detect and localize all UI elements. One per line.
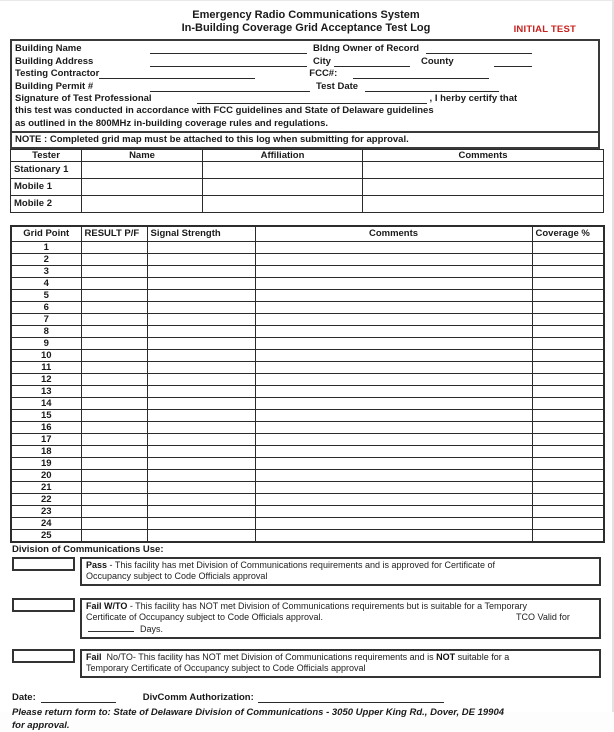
input-cell[interactable] [81, 493, 147, 505]
row-label-cell: 10 [11, 349, 81, 361]
row-label-cell: Stationary 1 [11, 161, 82, 178]
input-cell[interactable] [81, 337, 147, 349]
fcc-field[interactable] [353, 69, 489, 79]
input-cell[interactable] [147, 433, 255, 445]
fail-text-line2: Temporary Certificate of Occupancy subject to Code Officials approval [86, 662, 366, 673]
fail-text-part1: No/TO- This facility has NOT met Division of Communications requirements and is [106, 651, 434, 662]
input-cell[interactable] [255, 373, 532, 385]
row-label-cell: 9 [11, 337, 81, 349]
fail-wto-text-line2: Certificate of Occupancy subject to Code Officials approval. [86, 611, 323, 622]
input-cell[interactable] [147, 517, 255, 529]
row-label-cell: Mobile 1 [11, 178, 82, 195]
input-cell[interactable] [81, 481, 147, 493]
table-row [11, 397, 604, 409]
input-cell[interactable] [532, 529, 604, 542]
input-cell[interactable] [147, 385, 255, 397]
input-cell[interactable] [203, 178, 363, 195]
building-address-label: Building Address [15, 55, 94, 67]
tester-table [10, 149, 604, 213]
input-cell[interactable] [147, 253, 255, 265]
row-label-cell: 4 [11, 277, 81, 289]
input-cell[interactable] [81, 289, 147, 301]
input-cell[interactable] [255, 409, 532, 421]
input-cell[interactable] [255, 469, 532, 481]
fail-wto-checkbox[interactable] [12, 598, 75, 612]
input-cell[interactable] [255, 505, 532, 517]
return-instructions [12, 706, 612, 732]
input-cell[interactable] [82, 178, 203, 195]
input-cell[interactable] [255, 277, 532, 289]
input-cell[interactable] [532, 277, 604, 289]
input-cell[interactable] [255, 337, 532, 349]
table-row [11, 253, 604, 265]
signature-field[interactable] [197, 94, 427, 104]
input-cell[interactable] [81, 409, 147, 421]
tester-table-header-row [11, 149, 604, 161]
input-cell[interactable] [255, 457, 532, 469]
table-row [11, 457, 604, 469]
table-row [11, 445, 604, 457]
input-cell[interactable] [81, 397, 147, 409]
input-cell[interactable] [147, 505, 255, 517]
input-cell[interactable] [81, 301, 147, 313]
row-label-cell: 5 [11, 289, 81, 301]
input-cell[interactable] [147, 337, 255, 349]
input-cell[interactable] [81, 385, 147, 397]
row-label-cell: 19 [11, 457, 81, 469]
input-cell[interactable] [255, 493, 532, 505]
row-label-cell: 7 [11, 313, 81, 325]
input-cell[interactable] [532, 445, 604, 457]
input-cell[interactable] [532, 253, 604, 265]
row-label-cell: Mobile 2 [11, 195, 82, 212]
row-label-cell: 25 [11, 529, 81, 542]
input-cell[interactable] [532, 325, 604, 337]
date-field[interactable] [41, 693, 116, 703]
input-cell[interactable] [255, 397, 532, 409]
county-field[interactable] [494, 57, 532, 67]
input-cell[interactable] [81, 445, 147, 457]
input-cell[interactable] [147, 313, 255, 325]
input-cell[interactable] [532, 361, 604, 373]
testing-contractor-field[interactable] [99, 69, 255, 79]
table-row [11, 277, 604, 289]
input-cell[interactable] [147, 457, 255, 469]
certify-suffix: , I herby certify that [429, 92, 518, 104]
input-cell[interactable] [363, 161, 604, 178]
input-cell[interactable] [81, 253, 147, 265]
input-cell[interactable] [255, 445, 532, 457]
input-cell[interactable] [255, 289, 532, 301]
input-cell[interactable] [81, 457, 147, 469]
input-cell[interactable] [147, 529, 255, 542]
name-col-header: Name [82, 149, 203, 161]
input-cell[interactable] [147, 469, 255, 481]
input-cell[interactable] [255, 385, 532, 397]
input-cell[interactable] [81, 421, 147, 433]
owner-of-record-label: Bldng Owner of Record [313, 43, 420, 55]
table-row [11, 241, 604, 253]
input-cell[interactable] [81, 349, 147, 361]
info-row-building-name [15, 42, 598, 54]
input-cell[interactable] [532, 289, 604, 301]
pass-description-box [80, 557, 601, 586]
fail-wto-decision-row [12, 598, 612, 639]
comments-col-header: Comments [255, 226, 532, 242]
tco-days-field[interactable] [88, 623, 134, 632]
input-cell[interactable] [532, 301, 604, 313]
table-row [11, 505, 604, 517]
input-cell[interactable] [147, 481, 255, 493]
city-label: City [313, 55, 331, 67]
row-label-cell: 3 [11, 265, 81, 277]
input-cell[interactable] [147, 493, 255, 505]
row-label-cell: 17 [11, 433, 81, 445]
form-title-line2: In-Building Coverage Grid Acceptance Test Log [181, 22, 431, 34]
input-cell[interactable] [81, 373, 147, 385]
input-cell[interactable] [147, 373, 255, 385]
grid-point-table [10, 225, 605, 543]
pass-text-line1: - This facility has met Division of Communications requirements and is approved for Certificate of [107, 559, 496, 570]
input-cell[interactable] [203, 195, 363, 212]
row-label-cell: 12 [11, 373, 81, 385]
result-col-header: RESULT P/F [81, 226, 147, 242]
input-cell[interactable] [532, 517, 604, 529]
row-label-cell: 20 [11, 469, 81, 481]
tester-col-header: Tester [11, 149, 82, 161]
input-cell[interactable] [255, 253, 532, 265]
input-cell[interactable] [255, 313, 532, 325]
table-row [11, 161, 604, 178]
input-cell[interactable] [203, 161, 363, 178]
fail-description-box [80, 649, 601, 678]
row-label-cell: 14 [11, 397, 81, 409]
division-use-title: Division of Communications Use: [12, 543, 164, 555]
table-row [11, 421, 604, 433]
input-cell[interactable] [82, 195, 203, 212]
input-cell[interactable] [255, 349, 532, 361]
input-cell[interactable] [147, 361, 255, 373]
table-row [11, 433, 604, 445]
input-cell[interactable] [532, 313, 604, 325]
county-label: County [420, 55, 454, 67]
building-name-field[interactable] [150, 44, 307, 54]
input-cell[interactable] [147, 397, 255, 409]
input-cell[interactable] [532, 505, 604, 517]
divcomm-authorization-field[interactable] [258, 693, 444, 703]
input-cell[interactable] [147, 445, 255, 457]
input-cell[interactable] [147, 325, 255, 337]
table-row [11, 517, 604, 529]
table-row [11, 301, 604, 313]
fail-wto-text-line1: - This facility has NOT met Division of Communications requirements but is suitable for a Temporary [127, 600, 527, 611]
input-cell[interactable] [147, 409, 255, 421]
affiliation-col-header: Affiliation [203, 149, 363, 161]
row-label-cell: 15 [11, 409, 81, 421]
input-cell[interactable] [255, 517, 532, 529]
row-label-cell: 18 [11, 445, 81, 457]
row-label-cell: 22 [11, 493, 81, 505]
fail-decision-row [12, 649, 612, 678]
input-cell[interactable] [147, 289, 255, 301]
table-row [11, 349, 604, 361]
input-cell[interactable] [532, 373, 604, 385]
input-cell[interactable] [255, 361, 532, 373]
row-label-cell: 8 [11, 325, 81, 337]
input-cell[interactable] [81, 469, 147, 481]
pass-checkbox[interactable] [12, 557, 75, 571]
table-row [11, 493, 604, 505]
building-permit-field[interactable] [150, 82, 310, 92]
pass-decision-row [12, 557, 612, 586]
info-row-testing-contractor [15, 67, 598, 79]
input-cell[interactable] [255, 529, 532, 542]
signature-label: Signature of Test Professional [15, 92, 152, 104]
input-cell[interactable] [363, 195, 604, 212]
row-label-cell: 2 [11, 253, 81, 265]
input-cell[interactable] [532, 457, 604, 469]
info-row-signature [15, 92, 598, 104]
test-date-label: Test Date [316, 80, 359, 92]
table-row [11, 373, 604, 385]
row-label-cell: 24 [11, 517, 81, 529]
input-cell[interactable] [255, 301, 532, 313]
fail-label: Fail [86, 651, 102, 662]
table-row [11, 289, 604, 301]
fail-text-part2: suitable for a [457, 651, 510, 662]
input-cell[interactable] [147, 277, 255, 289]
input-cell[interactable] [81, 517, 147, 529]
table-row [11, 195, 604, 212]
input-cell[interactable] [81, 361, 147, 373]
input-cell[interactable] [532, 397, 604, 409]
table-row [11, 178, 604, 195]
input-cell[interactable] [532, 337, 604, 349]
row-label-cell: 21 [11, 481, 81, 493]
input-cell[interactable] [81, 529, 147, 542]
row-label-cell: 6 [11, 301, 81, 313]
row-label-cell: 13 [11, 385, 81, 397]
table-row [11, 337, 604, 349]
signal-strength-col-header: Signal Strength [147, 226, 255, 242]
pass-text-line2: Occupancy subject to Code Officials approval [86, 570, 268, 581]
input-cell[interactable] [147, 349, 255, 361]
input-cell[interactable] [147, 241, 255, 253]
table-row [11, 313, 604, 325]
input-cell[interactable] [255, 433, 532, 445]
table-row [11, 409, 604, 421]
input-cell[interactable] [532, 421, 604, 433]
tco-valid-for-label: TCO Valid for [516, 611, 570, 622]
certify-line3: as outlined in the 800MHz in-building coverage rules and regulations. [15, 117, 329, 129]
test-date-field[interactable] [365, 82, 499, 92]
row-label-cell: 11 [11, 361, 81, 373]
row-label-cell: 16 [11, 421, 81, 433]
input-cell[interactable] [532, 433, 604, 445]
coverage-col-header: Coverage % [532, 226, 604, 242]
input-cell[interactable] [255, 325, 532, 337]
fail-wto-description-box [80, 598, 601, 639]
row-label-cell: 23 [11, 505, 81, 517]
input-cell[interactable] [532, 409, 604, 421]
testing-contractor-label: Testing Contractor [15, 68, 100, 80]
divcomm-authorization-label: DivComm Authorization: [142, 691, 254, 703]
city-field[interactable] [334, 57, 410, 67]
row-label-cell: 1 [11, 241, 81, 253]
fail-not-bold: NOT [436, 651, 456, 662]
input-cell[interactable] [532, 385, 604, 397]
input-cell[interactable] [81, 241, 147, 253]
info-row-building-address [15, 54, 598, 66]
table-row [11, 385, 604, 397]
fail-wto-label: Fail W/TO [86, 600, 128, 611]
input-cell[interactable] [532, 481, 604, 493]
input-cell[interactable] [147, 421, 255, 433]
days-label: Days. [140, 623, 164, 634]
fail-checkbox[interactable] [12, 649, 75, 663]
input-cell[interactable] [81, 325, 147, 337]
table-row [11, 361, 604, 373]
pass-label: Pass [86, 559, 108, 570]
return-line1: Please return form to: State of Delaware Division of Communications - 3050 Upper King Rd., Dover, DE 19904 [12, 706, 505, 718]
table-row [11, 469, 604, 481]
input-cell[interactable] [147, 265, 255, 277]
input-cell[interactable] [82, 161, 203, 178]
form-header [0, 1, 612, 35]
input-cell[interactable] [532, 241, 604, 253]
building-address-field[interactable] [150, 57, 307, 67]
input-cell[interactable] [532, 265, 604, 277]
building-info-box [10, 39, 600, 133]
owner-of-record-field[interactable] [426, 44, 532, 54]
building-name-label: Building Name [15, 43, 82, 55]
date-label: Date: [12, 691, 36, 703]
grid-point-col-header: Grid Point [11, 226, 81, 242]
certify-line2: this test was conducted in accordance with FCC guidelines and State of Delaware guidelines [15, 105, 434, 117]
table-row [11, 265, 604, 277]
input-cell[interactable] [81, 277, 147, 289]
input-cell[interactable] [255, 421, 532, 433]
table-row [11, 481, 604, 493]
input-cell[interactable] [255, 481, 532, 493]
input-cell[interactable] [532, 469, 604, 481]
table-row [11, 529, 604, 542]
grid-table-header-row [11, 226, 604, 242]
form-title-line1: Emergency Radio Communications System [192, 9, 420, 21]
initial-test-stamp: INITIAL TEST [513, 24, 576, 35]
table-row [11, 325, 604, 337]
comments-col-header: Comments [363, 149, 604, 161]
input-cell[interactable] [81, 505, 147, 517]
building-permit-label: Building Permit # [15, 80, 94, 92]
info-row-building-permit [15, 79, 598, 91]
note-box: NOTE : Completed grid map must be attached to this log when submitting for approval. [10, 133, 600, 149]
input-cell[interactable] [532, 349, 604, 361]
authorization-row [12, 691, 612, 703]
input-cell[interactable] [255, 265, 532, 277]
input-cell[interactable] [147, 301, 255, 313]
input-cell[interactable] [81, 433, 147, 445]
input-cell[interactable] [255, 241, 532, 253]
input-cell[interactable] [81, 265, 147, 277]
input-cell[interactable] [363, 178, 604, 195]
input-cell[interactable] [81, 313, 147, 325]
input-cell[interactable] [532, 493, 604, 505]
fcc-label: FCC#: [309, 68, 338, 80]
return-line2: for approval. [12, 719, 70, 731]
